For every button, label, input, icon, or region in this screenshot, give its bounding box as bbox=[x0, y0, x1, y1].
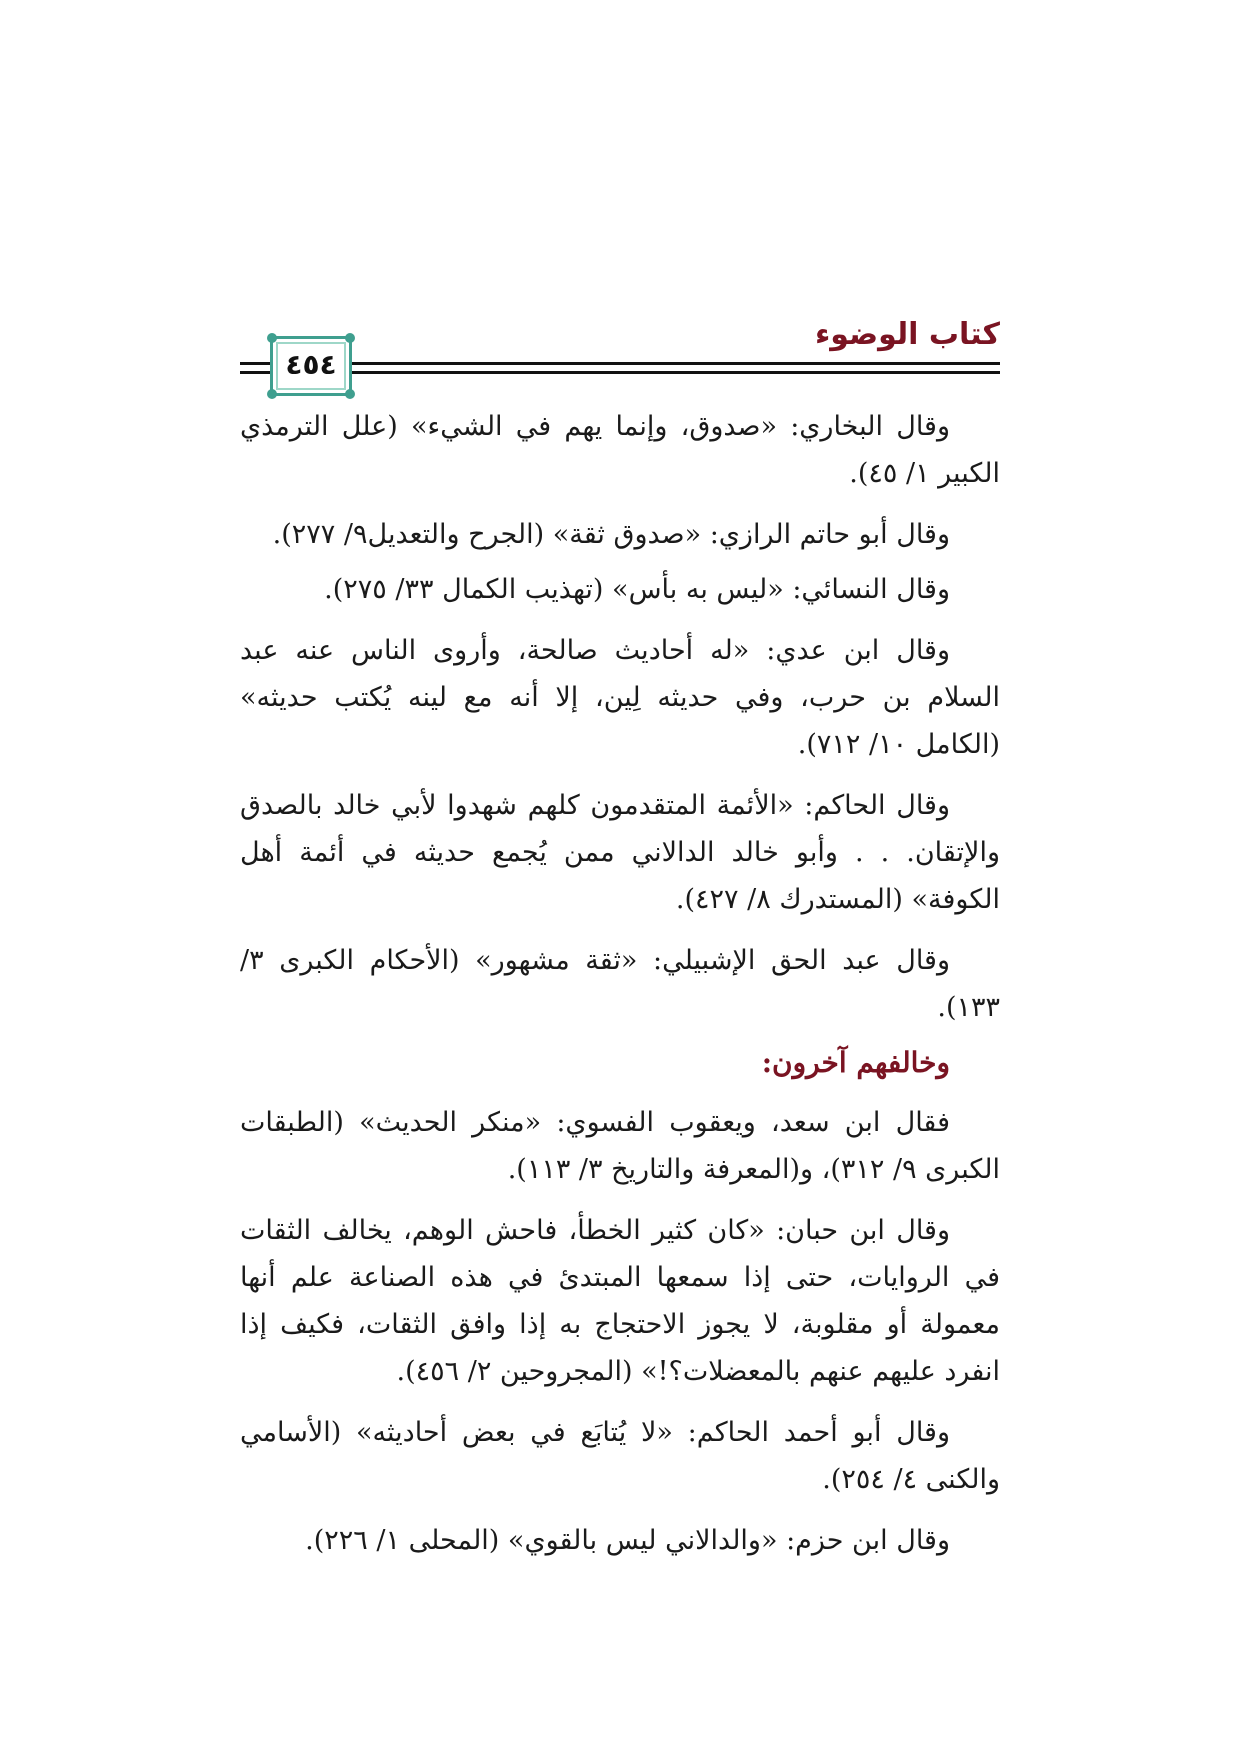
paragraph: وقال أبو أحمد الحاكم: «لا يُتابَع في بعض أحاديثه» (الأسامي والكنى ٤/ ٢٥٤). bbox=[240, 1417, 1000, 1495]
section-subheading: وخالفهم آخرون: bbox=[761, 1046, 950, 1079]
ornament-corner-icon bbox=[267, 389, 277, 399]
page-number-badge bbox=[270, 336, 352, 396]
paragraph: وقال ابن حبان: «كان كثير الخطأ، فاحش الوهم، يخالف الثقات في الروايات، حتى إذا سمعها المبتدئ في هذه الصناعة علم أنها معمولة أو مقلوبة، لا يجوز الاحتجاج به إذا وافق الثقات، فكيف إذا انفرد عليهم عنهم بالمعضلات؟!» (المجروحين ٢/ ٤٥٦). bbox=[240, 1215, 1000, 1387]
page-header bbox=[240, 312, 1000, 392]
page-body bbox=[240, 403, 1000, 1578]
paragraph: وقال أبو حاتم الرازي: «صدوق ثقة» (الجرح والتعديل٩/ ٢٧٧). bbox=[272, 519, 950, 550]
paragraph: وقال النسائي: «ليس به بأس» (تهذيب الكمال ٣٣/ ٢٧٥). bbox=[324, 574, 950, 605]
paragraph: وقال البخاري: «صدوق، وإنما يهم في الشيء» (علل الترمذي الكبير ١/ ٤٥). bbox=[240, 411, 1000, 489]
ornament-corner-icon bbox=[267, 333, 277, 343]
page-number: ٤٥٤ bbox=[285, 348, 337, 381]
paragraph: وقال عبد الحق الإشبيلي: «ثقة مشهور» (الأحكام الكبرى ٣/ ١٣٣). bbox=[240, 945, 1000, 1023]
header-rule-top bbox=[240, 362, 1000, 365]
ornament-corner-icon bbox=[345, 389, 355, 399]
ornament-corner-icon bbox=[345, 333, 355, 343]
paragraph: وقال الحاكم: «الأئمة المتقدمون كلهم شهدوا لأبي خالد بالصدق والإتقان. . . وأبو خالد الدالاني ممن يُجمع حديثه في أئمة أهل الكوفة» (المستدرك ٨/ ٤٢٧). bbox=[240, 790, 1000, 915]
paragraph: فقال ابن سعد، ويعقوب الفسوي: «منكر الحديث» (الطبقات الكبرى ٩/ ٣١٢)، و(المعرفة والتاريخ ٣/ ١١٣). bbox=[240, 1107, 1000, 1185]
book-title: كتاب الوضوء bbox=[814, 317, 1000, 352]
paragraph: وقال ابن عدي: «له أحاديث صالحة، وأروى الناس عنه عبد السلام بن حرب، وفي حديثه لِين، إلا أنه مع لينه يُكتب حديثه» (الكامل ١٠/ ٧١٢). bbox=[240, 635, 1000, 760]
paragraph: وقال ابن حزم: «والدالاني ليس بالقوي» (المحلى ١/ ٢٢٦). bbox=[305, 1525, 950, 1556]
header-rule-bottom bbox=[240, 371, 1000, 374]
